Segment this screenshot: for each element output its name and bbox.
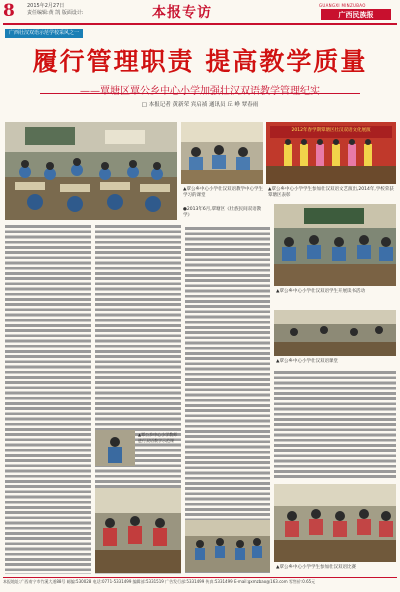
subtitle: ——覃塘区覃公乡中心小学加强壮汉双语教学管理纪实: [80, 86, 320, 97]
photo-reading: [181, 122, 263, 184]
date-line: [27, 3, 84, 17]
photo-performance: [266, 122, 396, 184]
photo-classroom: [5, 122, 177, 220]
caption-performance: ▲覃公乡中心小学学生参加壮汉双语文艺演出,2014年,学校荣获覃塘区表彰: [268, 187, 394, 198]
photo-group-right: [274, 484, 396, 562]
caption-teaching-1: ●2013年6月,覃塘区《壮族民间双语教学》: [183, 207, 262, 218]
photo-students-table: [95, 488, 181, 573]
page-number: 8: [3, 1, 15, 21]
caption-reading: ▲覃公乡中心小学壮汉双语教学中心学生学习的课堂: [183, 187, 263, 198]
issue-date: 2015年2月27日: [27, 3, 65, 9]
headline: 履行管理职责 提高教学质量: [32, 47, 368, 76]
article-column-4: [274, 370, 396, 480]
stage-banner: 2012年春学期覃塘区壮汉双语文化展演: [291, 128, 371, 133]
photo-ceremony: [185, 520, 270, 572]
header-rule: [3, 23, 397, 25]
byline: □ 本报记者 黄新荣 宾启祯 通讯员 丘 峥 覃春雨: [141, 102, 259, 108]
caption-class-right-1: ▲覃公乡中心小学壮汉双语学生开展读书活动: [276, 289, 365, 294]
caption-class-right-2: ▲覃公乡中心小学壮汉双语课堂: [276, 359, 338, 364]
article-column-1: [5, 224, 91, 574]
photo-class-right-1: [274, 204, 396, 286]
photo-class-right-2: [274, 310, 396, 356]
series-kicker: 广西壮汉双语示范学校采风之一: [5, 29, 83, 38]
photo-teacher: [95, 430, 135, 466]
caption-group-right: ▲覃公乡中心小学学生参加壮汉双语比赛: [276, 565, 356, 570]
section-title: 本报专访: [152, 5, 212, 21]
paper-name: 广西民族报: [321, 9, 391, 20]
editor-line: 责任编辑:黄 凯 版面设计:: [27, 10, 84, 16]
footer-rule: [3, 577, 397, 578]
caption-teaching-2: ▲覃公乡中心小学教师进行双语教学示范课: [138, 432, 178, 443]
footer-info: 本报地址:广西南宁市竹溪大道88号 邮编:530028 电话:0771-5331499 编辑部:5331519 广告发行部:5331499 传真:5331499 E-mail:gxmzbao@163.com 零售价:0.65元: [3, 579, 316, 584]
paper-pinyin: GUANGXI MINZUBAO: [319, 3, 366, 8]
